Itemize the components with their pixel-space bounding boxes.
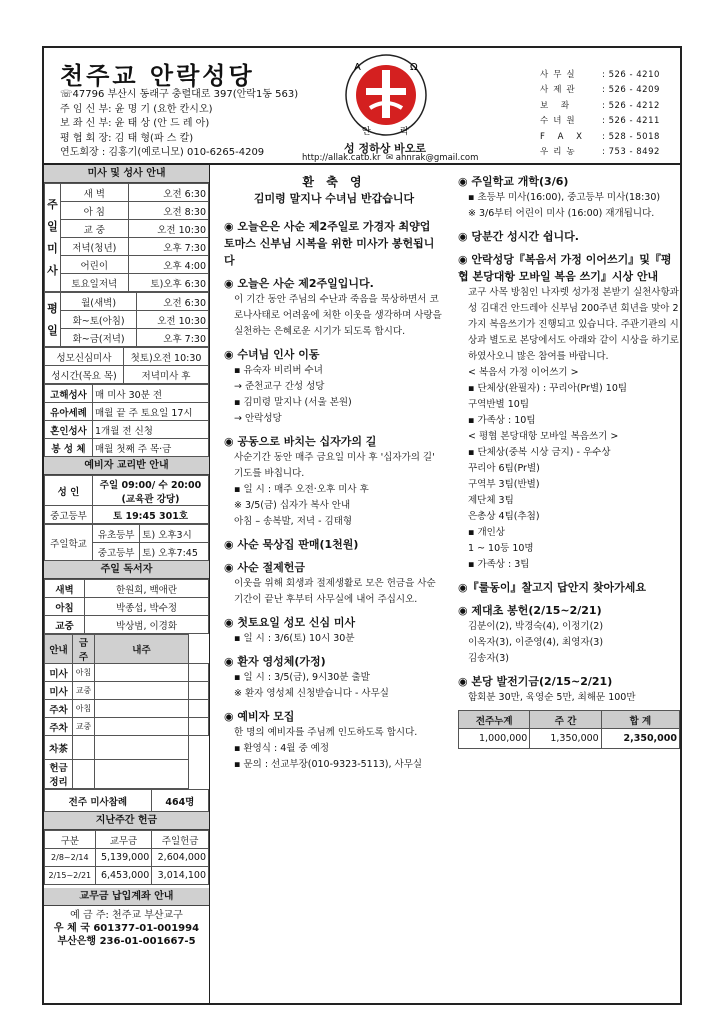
table-cell: 주차 [45,700,73,718]
table-row [45,274,209,292]
table-cell [73,760,95,789]
table-cell: 금주 [73,635,95,664]
notice-title: ◉ 예비자 모집 [224,710,295,723]
table-cell: 미사 [45,682,73,700]
fund-table: 전주누계 주 간 합 계 1,000,000 1,350,000 2,350,000 [458,710,680,749]
readers-title: 주일 독서자 [44,561,209,579]
notice-body: ▪ 일 시 : 3/5(금), 9시30분 출발 ※ 환자 영성체 신청받습니다 - 사무실 [234,672,389,699]
table-cell: 오전 8:30 [128,202,208,220]
table-cell: 아침 [73,700,95,718]
notice-body: ▪ 유숙자 비리버 수녀 → 준천교구 간성 성당 ▪ 김미령 말지나 (서울 본원) → 안락성당 [234,365,352,424]
mass-title: 미사 및 성사 안내 [44,165,209,183]
council-president: 평 협 회 장: 김 태 형(파 스 칼) [60,132,194,144]
table-cell: 2/15~2/21 [45,867,96,885]
edu-school-time: 토) 오후7:45 [140,543,209,561]
notice-title: ◉ 첫토요일 성모 신심 미사 [224,616,356,629]
header [44,48,680,165]
main-content [210,165,680,1005]
list-item: 제단체 3팀 [468,495,514,506]
list-item: < 복음서 가정 이어쓰기 > [468,367,579,378]
edu-mid-label: 중고등부 [45,506,93,524]
funeral-chair: 연도회장 : 김홍기(예로니모) 010-6265-4209 [60,147,265,158]
notice-title: ◉ 당분간 성시간 쉽니다. [458,230,579,243]
table-cell: 2,604,000 [152,849,209,867]
table-cell: 내주 [95,635,189,664]
list-item: ▪ 단체상(완필자) : 꾸리아(Pr별) 10팀 [468,383,628,394]
attend-table [44,789,209,812]
table-cell [188,718,208,736]
table-row [45,238,209,256]
table-cell: 고해성사 [45,385,93,403]
table-cell: 2/8~2/14 [45,849,96,867]
table-cell: 저녁미사 후 [124,366,209,384]
table-cell: 어린이 [61,256,129,274]
table-cell: 봉 성 체 [45,439,93,457]
bulletin-frame [42,46,682,1005]
table-cell: 오전 6:30 [128,184,208,202]
table-cell [95,700,189,718]
notice-title: ◉『룰동이』찰고지 답안지 찾아가세요 [458,581,647,594]
table-cell: 오전 10:30 [128,220,208,238]
notice-title: ◉ 오늘은 사순 제2주일입니다. [224,277,374,290]
edu-school-row: 유초등부 [93,525,140,543]
notice-body: 이 기간 동안 주님의 수난과 죽음을 묵상하면서 코로나사태로 어려움에 처한 이웃을 생각하며 사랑을 실천하는 은혜로운 시기가 되도록 합시다. [234,294,442,337]
table-cell: 유아세례 [45,403,93,421]
notice-title: ◉ 공동으로 바치는 십자가의 길 [224,435,377,448]
table-cell: 오전 6:30 [137,293,209,311]
table-row [45,256,209,274]
table-cell [95,664,189,682]
svg-text:Ω: Ω [410,62,418,73]
table-cell: 월(새벽) [61,293,137,311]
contact-line: F A X : 528 - 5018 [540,131,660,142]
table-cell: 아 침 [61,202,129,220]
table-cell: 3,014,100 [152,867,209,885]
welcome-title: 환 축 영 [302,175,366,189]
notice-body: 한 명의 예비자를 주님께 인도하도록 합시다. ▪ 환영식 : 4월 중 예정 ▪ 문의 : 선교부장(010-9323-5113), 사무실 [234,727,423,770]
church-logo-icon [336,52,436,138]
right-column [458,173,680,755]
assistant-priest: 보 좌 신 부: 윤 태 상 (안 드 레 아) [60,118,210,129]
edu-table [44,475,209,524]
welcome-box [224,173,444,206]
table-cell [73,736,95,760]
table-row [45,329,209,347]
contact-line: 보 좌 : 526 - 4212 [540,100,660,111]
list-item: 구역부 3팀(반별) [468,479,540,490]
email-link[interactable]: ahnrak@gmail.com [395,153,479,163]
contact-line: 수녀원 : 526 - 4211 [540,116,660,127]
urls [302,153,478,163]
edu-school-time: 토) 오후3시 [140,525,209,543]
table-row [45,220,209,238]
table-cell [188,664,208,682]
list-item: 1 ~ 10등 10명 [468,543,534,554]
edu-school-row: 중고등부 [93,543,140,561]
offer-title: 지난주간 헌금 [44,812,209,830]
table-cell: 첫토)오전 10:30 [124,348,209,366]
address: ☏47796 부산시 동래구 충렬대로 397(안락1동 563) [60,89,299,100]
table-row [45,311,209,329]
table-cell: 매 미사 30분 전 [93,385,209,403]
list-item: ▪ 단체상(중복 시상 금지) - 우수상 [468,447,611,458]
notice-body: 교구 사목 방침인 나자렛 성가정 본받기 실천사항과 성 김대건 안드레아 신부님 200주년 회년을 맞아 2가지 복음쓰기가 진행되고 있습니다. 주관기관의 시상과 별도로 본당에서도 아래와 같이 시상을 하기로 하였사오니 많은 참여를 바랍니다. [468,287,679,362]
table-cell: 새 벽 [61,184,129,202]
table-cell [95,682,189,700]
website-link[interactable]: http://allak.catb.kr [302,153,381,163]
church-title: 천주교 안락성당 [60,62,255,90]
svg-text:A: A [354,62,361,73]
header-info [60,88,298,161]
table-cell [95,718,189,736]
table-cell: 구분 [45,831,96,849]
table-cell: 아침 [45,598,85,616]
table-cell: 토요일저녁 [61,274,129,292]
table-cell: 교 중 [61,220,129,238]
table-cell: 한원희, 백애란 [85,580,209,598]
table-cell: 혼인성사 [45,421,93,439]
account-bank: 부산은행 236-01-001667-5 [57,936,196,947]
side-label: 평일 [45,293,61,347]
edu-school-label: 주일학교 [45,525,93,561]
table-cell: 주일헌금 [152,831,209,849]
notice-body: ▪ 초등부 미사(16:00), 중고등부 미사(18:30) ※ 3/6부터 어린이 미사 (16:00) 재개됩니다. [468,192,661,219]
edu-title: 예비자 교리반 안내 [44,457,209,475]
edu-adult: 주일 09:00/ 수 20:00 (교육관 강당) [93,476,209,506]
table-row [45,184,209,202]
attend-label: 전주 미사참례 [45,790,152,812]
table-cell: 박상범, 이경화 [85,616,209,634]
table-cell: 오전 10:30 [137,311,209,329]
table-cell: 성모신심미사 [45,348,124,366]
list-item: < 평협 본당대항 모바일 복음쓰기 > [468,431,619,442]
table-cell: 6,453,000 [95,867,152,885]
list-item: ▪ 가족상 : 3팀 [468,559,530,570]
table-row [45,202,209,220]
svg-text:안: 안 [362,127,371,137]
list-item: ▪ 가족상 : 10팀 [468,415,536,426]
table-cell: 성시간(목요 목) [45,366,124,384]
guide-table [44,634,209,789]
table-cell [188,682,208,700]
notice-body: 이웃을 위해 회생과 절제생활로 모은 헌금을 사순기간이 끝난 후부터 사무실에 내어 주십시오. [234,578,436,605]
table-cell: 오후 4:00 [128,256,208,274]
edu-mid: 토 19:45 301호 [93,506,209,524]
weekday-mass-table [44,292,209,347]
notice-title: ◉ 안락성당『복음서 가정 이어쓰기』및『평협 본당대항 모바일 복음 쓰기』시상 안내 [458,253,672,283]
notice-body: 함회분 30만, 육영순 5만, 최해문 100만 [468,692,636,703]
table-cell [95,736,189,760]
table-cell: 새벽 [45,580,85,598]
table-cell [95,760,189,789]
list-item: 구역반별 10팀 [468,399,529,410]
side-label: 주일미사 [45,184,61,292]
notice-title: ◉ 사순 묵상집 판매(1천원) [224,538,359,551]
edu-adult-label: 성 인 [45,476,93,506]
pastor: 주 임 신 부: 윤 명 기 (요한 칸시오) [60,103,213,115]
contact-line: 사무실 : 526 - 4210 [540,70,660,80]
notice-body: 사순기간 동안 매주 금요일 미사 후 '십자가의 길' 기도를 바칩니다. ▪ 일 시 : 매주 오전·오후 미사 후 ※ 3/5(금) 십자가 복사 안내 아침 – 송복발, 저녁 - 김태형 [234,452,435,527]
contact-line: 사제관 : 526 - 4209 [540,85,660,96]
account-title: 교무금 납입계좌 안내 [44,888,209,906]
notice-title: ◉ 주일학교 개학(3/6) [458,175,569,188]
misc-mass-table [44,347,209,384]
middle-column [224,173,444,779]
table-cell: 교무금 [95,831,152,849]
table-cell: 차茶 [45,736,73,760]
notice-title: ◉ 환자 영성체(가정) [224,655,326,668]
mail-icon: ✉ [383,153,394,163]
edu-school-table [44,524,209,561]
account-post: 우 체 국 601377-01-001994 [53,923,200,934]
table-cell: 오후 7:30 [137,329,209,347]
notice-title: ◉ 본당 발전기금(2/15~2/21) [458,675,613,688]
table-cell: 매월 끝 주 토요일 17시 [93,403,209,421]
notice-title: ◉ 사순 절제헌금 [224,561,306,574]
table-cell: 1개월 전 신청 [93,421,209,439]
table-cell: 오후 7:30 [128,238,208,256]
sunday-mass-table [44,183,209,292]
notice-title: ◉ 수녀님 인사 이동 [224,348,320,361]
table-cell: 교중 [45,616,85,634]
table-cell: 5,139,000 [95,849,152,867]
notice-body: 김분이(2), 박경숙(4), 이정기(2) 이옥자(3), 이준영(4), 최영자(3) 김송자(3) [468,621,604,664]
table-cell: 헌금정리 [45,760,73,789]
table-cell: 안내 [45,635,73,664]
table-cell: 화~토(아침) [61,311,137,329]
table-cell: 미사 [45,664,73,682]
list-item: 은총상 4팀(추첨) [468,511,540,522]
table-cell: 주차 [45,718,73,736]
svg-text:락: 락 [400,127,409,137]
list-item: ▪ 개인상 [468,527,505,538]
contacts [540,68,660,160]
notice-title: ◉ 제대초 봉헌(2/15~2/21) [458,604,602,617]
patron-saint: 성 정하상 바오로 [344,142,427,155]
welcome-sub: 김미령 말지나 수녀님 반갑습니다 [253,192,415,205]
table-cell [188,700,208,718]
table-cell: 매월 첫째 주 목·금 [93,439,209,457]
award-list [458,365,680,573]
readers-table [44,579,209,634]
list-item: 꾸리아 6팀(Pr별) [468,463,540,474]
accounts [44,906,209,948]
table-cell: 토)오후 6:30 [128,274,208,292]
attend-count: 464명 [151,790,208,812]
sacraments-table [44,384,209,457]
notice-title: ◉ 오늘은은 사순 제2주일로 가경자 최양업 토마스 신부님 시복을 위한 미사가 봉헌됩니다 [224,220,435,267]
account-holder: 예 금 주: 천주교 부산교구 [70,910,183,921]
contact-line: 우리농 : 753 - 8492 [540,147,660,158]
table-cell: 화~금(저녁) [61,329,137,347]
offer-table [44,830,209,885]
left-column [44,165,210,1005]
table-cell: 교중 [73,718,95,736]
table-row [45,293,209,311]
table-cell: 교중 [73,682,95,700]
table-cell: 저녁(청년) [61,238,129,256]
table-cell: 박종섭, 박수정 [85,598,209,616]
notice-body: ▪ 일 시 : 3/6(토) 10시 30분 [234,633,355,644]
table-cell: 아침 [73,664,95,682]
